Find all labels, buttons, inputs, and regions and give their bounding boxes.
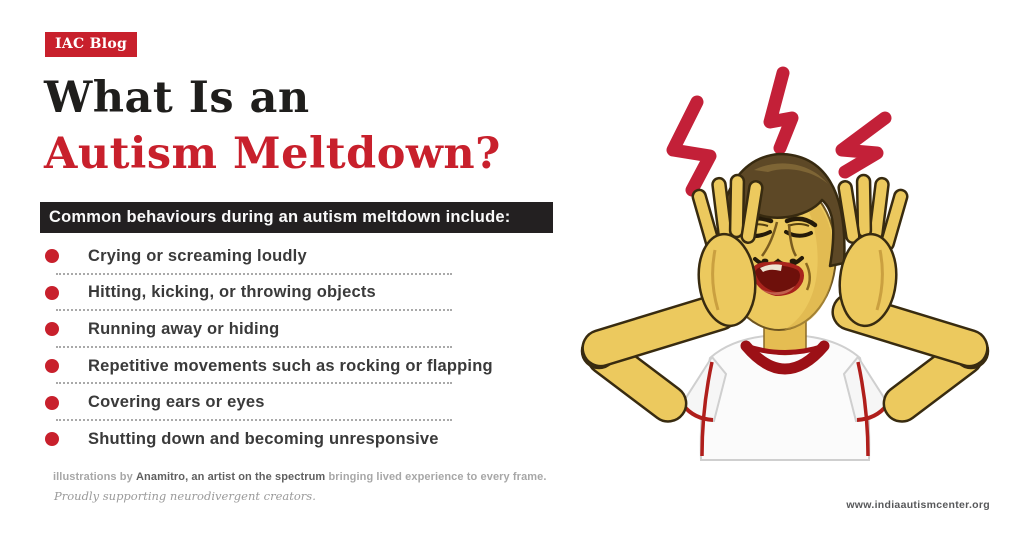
list-item xyxy=(40,348,510,385)
list-item-label: Running away or hiding xyxy=(88,319,280,338)
list-item-label: Covering ears or eyes xyxy=(88,393,265,412)
list-item xyxy=(40,384,510,421)
list-item xyxy=(40,238,510,275)
list-item-label: Shutting down and becoming unresponsive xyxy=(88,429,439,448)
list-item-label: Repetitive movements such as rocking or flapping xyxy=(88,356,493,375)
title-line-1: What Is an xyxy=(44,73,310,123)
credit-suffix: bringing lived experience to every frame. xyxy=(325,471,547,483)
list-header-bar: Common behaviours during an autism meltdown include: xyxy=(40,202,553,233)
credit-prefix: illustrations by xyxy=(53,471,136,483)
title-line-2: Autism Meltdown? xyxy=(44,129,501,179)
bullet-icon xyxy=(45,249,59,263)
bullet-icon xyxy=(45,396,59,410)
credit-artist: Anamitro, an artist on the spectrum xyxy=(136,471,326,483)
distressed-person-illustration xyxy=(572,58,1002,468)
iac-blog-badge: IAC Blog xyxy=(45,32,137,57)
list-item xyxy=(40,275,510,312)
supporting-tagline: Proudly supporting neurodivergent creators. xyxy=(54,489,316,503)
list-item-label: Hitting, kicking, or throwing objects xyxy=(88,283,376,302)
list-item xyxy=(40,421,510,458)
bullet-icon xyxy=(45,286,59,300)
list-item-label: Crying or screaming loudly xyxy=(88,246,307,265)
illustrator-credit xyxy=(53,471,613,483)
meltdown-illustration-svg xyxy=(572,58,1002,468)
behaviour-list xyxy=(40,238,510,458)
page-title xyxy=(44,70,501,182)
bullet-icon xyxy=(45,432,59,446)
website-url: www.indiaautismcenter.org xyxy=(846,499,990,511)
list-item xyxy=(40,311,510,348)
bullet-icon xyxy=(45,322,59,336)
bullet-icon xyxy=(45,359,59,373)
